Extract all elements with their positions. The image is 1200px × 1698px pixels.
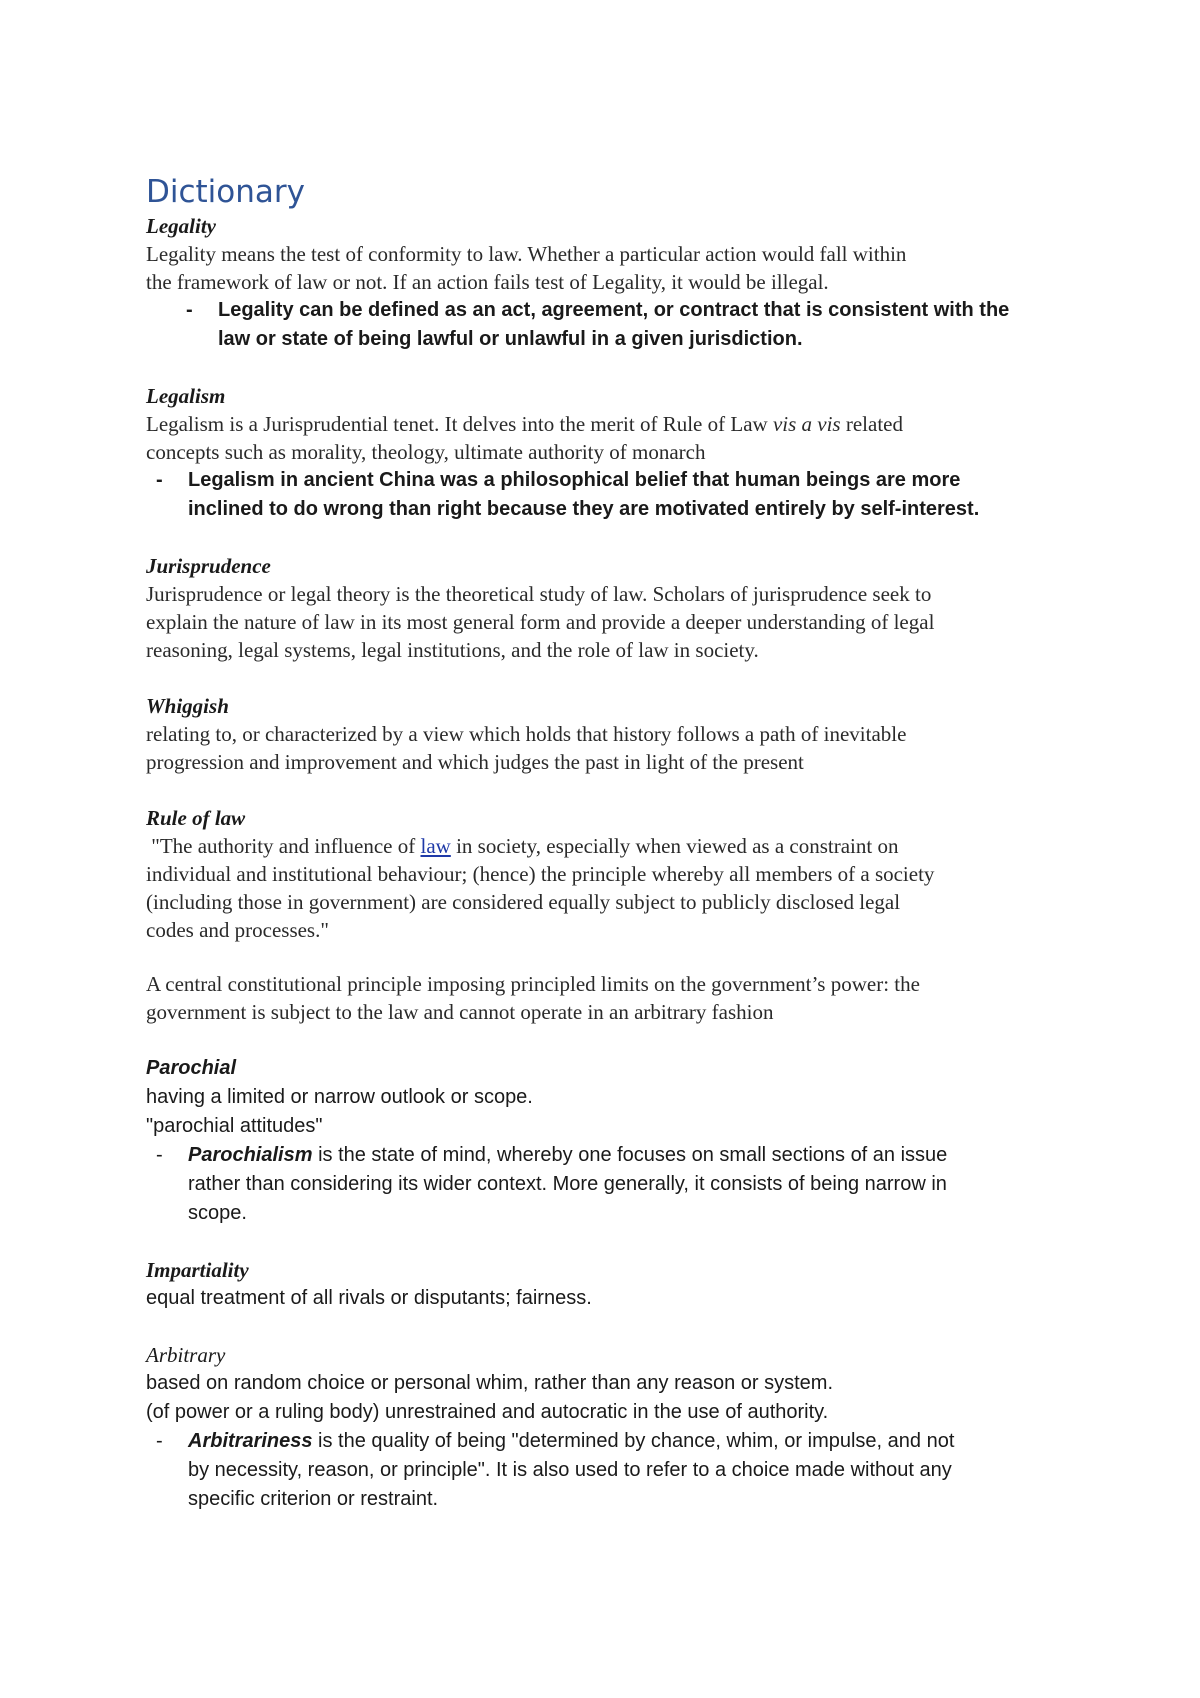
- quote-text: in society, especially when viewed as a constraint on: [450, 834, 899, 858]
- spacer: [146, 664, 1076, 692]
- definition-line: progression and improvement and which judges the past in light of the present: [146, 750, 804, 774]
- bullet-line: Legality can be defined as an act, agreement, or contract that is consistent with the: [218, 299, 1010, 321]
- definition-line: "parochial attitudes": [146, 1115, 323, 1137]
- bullet-dash: -: [156, 1430, 163, 1452]
- bullet-line: [188, 1427, 1076, 1456]
- bullet-line: law or state of being lawful or unlawful in a given jurisdiction.: [218, 328, 803, 350]
- term-heading: Jurisprudence: [146, 554, 271, 578]
- definition-text: related: [840, 412, 903, 436]
- bullet-term: Parochialism: [188, 1144, 313, 1166]
- spacer: [146, 1228, 1076, 1256]
- document-body: [146, 172, 1076, 1514]
- term-heading: Legalism: [146, 384, 226, 408]
- entry-impartiality: [146, 1256, 1076, 1313]
- entry-parochial: [146, 1054, 1076, 1228]
- bullet-line: [188, 1141, 1076, 1170]
- entry-legalism: [146, 382, 1076, 524]
- term-heading: Rule of law: [146, 806, 246, 830]
- entry-legality: [146, 212, 1076, 354]
- spacer: [146, 1313, 1076, 1341]
- definition-line: having a limited or narrow outlook or scope.: [146, 1086, 533, 1108]
- definition-italic: vis a vis: [772, 412, 841, 436]
- term-heading: Arbitrary: [146, 1343, 226, 1367]
- quote-line: [146, 832, 1076, 860]
- entry-jurisprudence: [146, 552, 1076, 664]
- definition-line: Legality means the test of conformity to law. Whether a particular action would fall within: [146, 242, 907, 266]
- definition-line: government is subject to the law and cannot operate in an arbitrary fashion: [146, 1000, 774, 1024]
- quote-line: individual and institutional behaviour; (hence) the principle whereby all members of a society: [146, 862, 935, 886]
- definition-line: equal treatment of all rivals or disputants; fairness.: [146, 1287, 592, 1309]
- law-link[interactable]: law: [420, 834, 451, 858]
- bullet-dash: -: [186, 299, 193, 321]
- spacer: [146, 944, 1076, 970]
- bullet-item: [146, 296, 1076, 354]
- definition-line: A central constitutional principle imposing principled limits on the government’s power: the: [146, 972, 920, 996]
- definition-line: concepts such as morality, theology, ultimate authority of monarch: [146, 440, 706, 464]
- term-heading: Impartiality: [146, 1258, 249, 1282]
- bullet-item: [146, 1141, 1076, 1228]
- bullet-dash: -: [156, 469, 163, 491]
- term-heading: Parochial: [146, 1057, 237, 1079]
- bullet-line: specific criterion or restraint.: [188, 1488, 439, 1510]
- bullet-line: rather than considering its wider context. More generally, it consists of being narrow in: [188, 1173, 947, 1195]
- bullet-line: inclined to do wrong than right because they are motivated entirely by self-interest.: [188, 498, 980, 520]
- quote-line: (including those in government) are considered equally subject to publicly disclosed legal: [146, 890, 901, 914]
- bullet-text: is the state of mind, whereby one focuses on small sections of an issue: [312, 1144, 948, 1166]
- definition-line: relating to, or characterized by a view which holds that history follows a path of inevitable: [146, 722, 907, 746]
- bullet-text: is the quality of being "determined by chance, whim, or impulse, and not: [312, 1430, 955, 1452]
- spacer: [146, 524, 1076, 552]
- definition-line: Jurisprudence or legal theory is the theoretical study of law. Scholars of jurisprudence seek to: [146, 582, 932, 606]
- quote-line: codes and processes.": [146, 918, 329, 942]
- entry-arbitrary: [146, 1341, 1076, 1514]
- bullet-term: Arbitrariness: [188, 1430, 313, 1452]
- definition-line: based on random choice or personal whim, rather than any reason or system.: [146, 1372, 834, 1394]
- definition-line: (of power or a ruling body) unrestrained and autocratic in the use of authority.: [146, 1401, 829, 1423]
- spacer: [146, 354, 1076, 382]
- bullet-dash: -: [156, 1144, 163, 1166]
- bullet-item: [146, 466, 1076, 524]
- bullet-line: by necessity, reason, or principle". It is also used to refer to a choice made without any: [188, 1459, 952, 1481]
- spacer: [146, 776, 1076, 804]
- bullet-line: Legalism in ancient China was a philosophical belief that human beings are more: [188, 469, 961, 491]
- definition-line: explain the nature of law in its most general form and provide a deeper understanding of legal: [146, 610, 935, 634]
- definition-line: the framework of law or not. If an action fails test of Legality, it would be illegal.: [146, 270, 829, 294]
- definition-text: Legalism is a Jurisprudential tenet. It delves into the merit of Rule of Law: [146, 412, 773, 436]
- bullet-line: scope.: [188, 1202, 247, 1224]
- quote-text: "The authority and influence of: [146, 834, 421, 858]
- term-heading: Legality: [146, 214, 216, 238]
- definition-line: [146, 410, 1076, 438]
- entry-rule-of-law: [146, 804, 1076, 1026]
- entry-whiggish: [146, 692, 1076, 776]
- definition-line: reasoning, legal systems, legal institutions, and the role of law in society.: [146, 638, 759, 662]
- term-heading: Whiggish: [146, 694, 229, 718]
- bullet-item: [146, 1427, 1076, 1514]
- spacer: [146, 1026, 1076, 1054]
- page-title: Dictionary: [146, 174, 305, 210]
